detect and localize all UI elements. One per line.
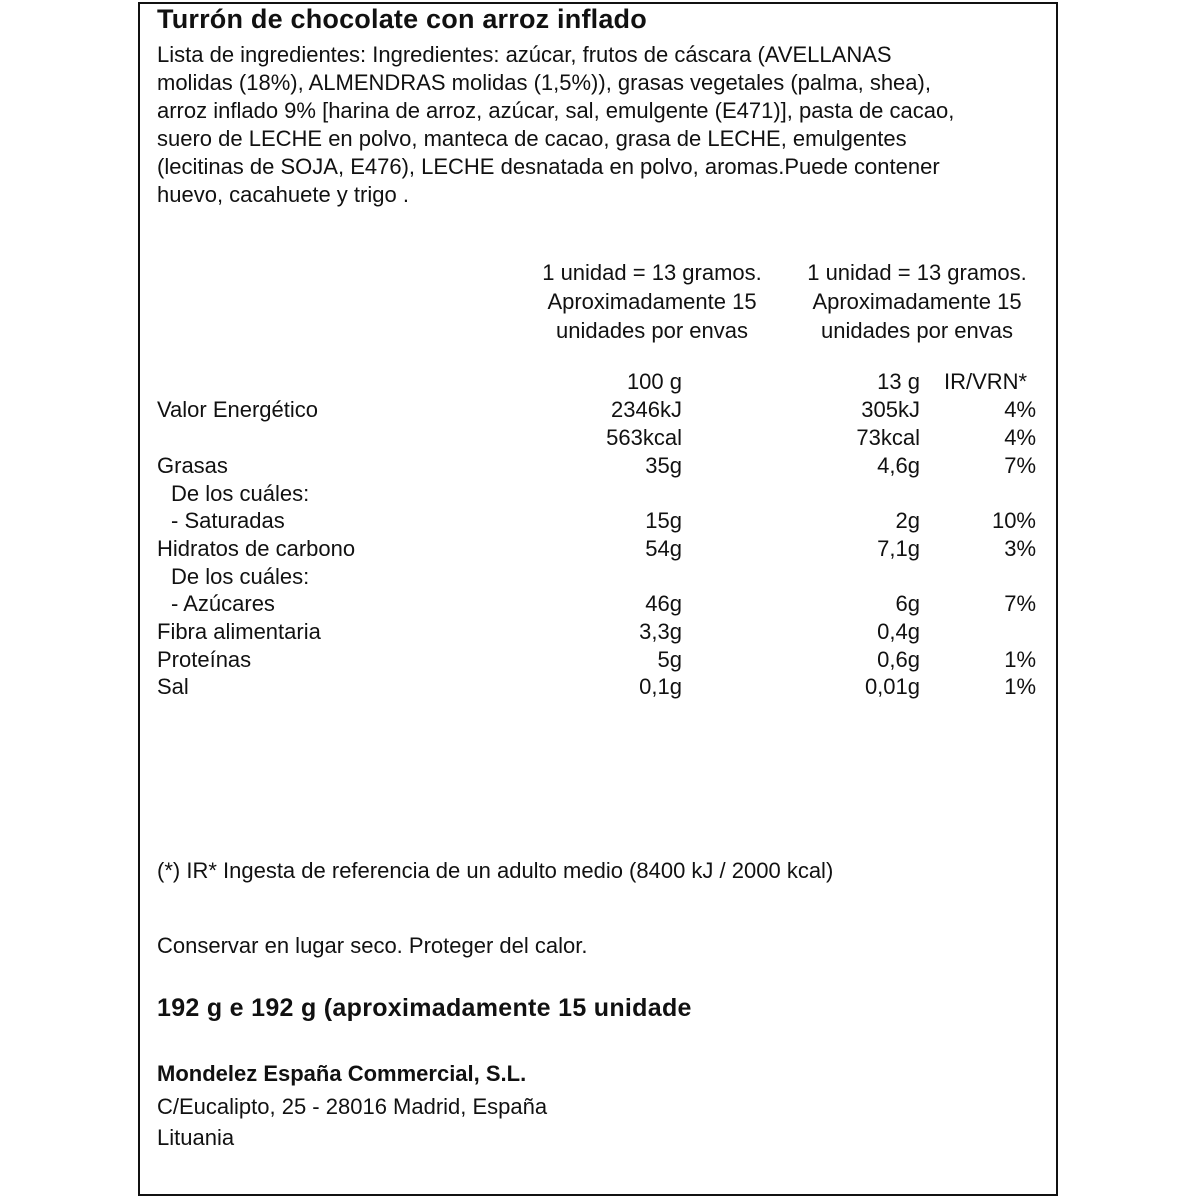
value-per-13g: 0,6g — [877, 647, 920, 672]
value-ir: 3% — [1004, 536, 1036, 561]
nutrient-label: Valor Energético — [157, 397, 319, 422]
product-title: Turrón de chocolate con arroz inflado — [157, 4, 647, 34]
ingredients-line: arroz inflado 9% [harina de arroz, azúcar, sal, emulgente (E471)], pasta de cacao, — [157, 98, 955, 123]
nutrition-subheader — [0, 368, 1200, 396]
nutrient-label: De los cuáles: — [171, 481, 310, 506]
nutrition-header-col1 — [502, 258, 802, 345]
value-per-100g: 3,3g — [639, 619, 682, 644]
nutrition-header-col2 — [767, 258, 1067, 345]
header-line: unidades por envas — [820, 318, 1014, 343]
header-line: 1 unidad = 13 gramos. — [807, 260, 1027, 285]
value-per-100g: 5g — [657, 647, 682, 672]
nutrient-label: - Azúcares — [171, 591, 275, 616]
value-per-13g: 305kJ — [861, 397, 920, 422]
value-ir: 4% — [1004, 425, 1036, 450]
value-per-100g: 54g — [645, 536, 682, 561]
ingredients-line: huevo, cacahuete y trigo . — [157, 182, 409, 207]
value-per-13g: 0,01g — [864, 674, 920, 699]
value-ir: 10% — [991, 508, 1036, 533]
nutrient-label: Proteínas — [157, 647, 252, 672]
value-per-13g: 73kcal — [856, 425, 920, 450]
ingredients-line: molidas (18%), ALMENDRAS molidas (1,5%)), grasas vegetales (palma, shea), — [157, 70, 931, 95]
value-per-100g: 35g — [645, 453, 682, 478]
value-ir: 4% — [1004, 397, 1036, 422]
nutrition-row — [0, 618, 1200, 646]
ingredients-line: Lista de ingredientes: Ingredientes: azúcar, frutos de cáscara (AVELLANAS — [157, 42, 892, 67]
value-per-13g: 7,1g — [877, 536, 920, 561]
nutrient-label: - Saturadas — [171, 508, 285, 533]
value-per-13g: 2g — [895, 508, 920, 533]
nutrition-row — [0, 424, 1200, 452]
value-ir: 7% — [1004, 591, 1036, 616]
company-name: Mondelez España Commercial, S.L. — [157, 1061, 527, 1086]
header-line: Aproximadamente 15 — [547, 289, 757, 314]
nutrition-row — [0, 673, 1200, 701]
value-per-13g: 4,6g — [877, 453, 920, 478]
value-per-13g: 0,4g — [877, 619, 920, 644]
nutrition-row — [0, 480, 1200, 508]
header-line: unidades por envas — [555, 318, 749, 343]
value-per-13g: 6g — [895, 591, 920, 616]
value-ir: 1% — [1004, 647, 1036, 672]
per-13g-heading: 13 g — [877, 369, 920, 394]
nutrient-label: Grasas — [157, 453, 228, 478]
value-ir: 7% — [1004, 453, 1036, 478]
value-per-100g: 2346kJ — [611, 397, 682, 422]
per-100g-heading: 100 g — [626, 369, 682, 394]
ingredients-list — [157, 41, 1047, 209]
value-per-100g: 15g — [645, 508, 682, 533]
nutrition-row — [0, 535, 1200, 563]
ingredients-line: suero de LECHE en polvo, manteca de cacao, grasa de LECHE, emulgentes — [157, 126, 907, 151]
header-line: Aproximadamente 15 — [812, 289, 1022, 314]
net-weight: 192 g e 192 g (aproximadamente 15 unidade — [157, 994, 692, 1022]
nutrient-label: De los cuáles: — [171, 564, 310, 589]
nutrition-row — [0, 396, 1200, 424]
value-per-100g: 46g — [645, 591, 682, 616]
company-address — [157, 1091, 547, 1153]
nutrient-label: Hidratos de carbono — [157, 536, 356, 561]
address-line: C/Eucalipto, 25 - 28016 Madrid, España — [157, 1094, 548, 1119]
value-per-100g: 563kcal — [606, 425, 682, 450]
ingredients-line: (lecitinas de SOJA, E476), LECHE desnatada en polvo, aromas.Puede contener — [157, 154, 940, 179]
ir-vrn-heading: IR/VRN* — [944, 369, 1028, 394]
nutrition-row — [0, 452, 1200, 480]
origin-country: Lituania — [157, 1125, 235, 1150]
header-line: 1 unidad = 13 gramos. — [542, 260, 762, 285]
nutrition-row — [0, 646, 1200, 674]
storage-instructions: Conservar en lugar seco. Proteger del calor. — [157, 933, 588, 958]
nutrition-row — [0, 590, 1200, 618]
nutrition-row — [0, 507, 1200, 535]
reference-intake-footnote: (*) IR* Ingesta de referencia de un adulto medio (8400 kJ / 2000 kcal) — [157, 858, 834, 883]
nutrition-row — [0, 563, 1200, 591]
value-per-100g: 0,1g — [639, 674, 682, 699]
value-ir: 1% — [1004, 674, 1036, 699]
nutrient-label: Fibra alimentaria — [157, 619, 321, 644]
nutrient-label: Sal — [157, 674, 189, 699]
